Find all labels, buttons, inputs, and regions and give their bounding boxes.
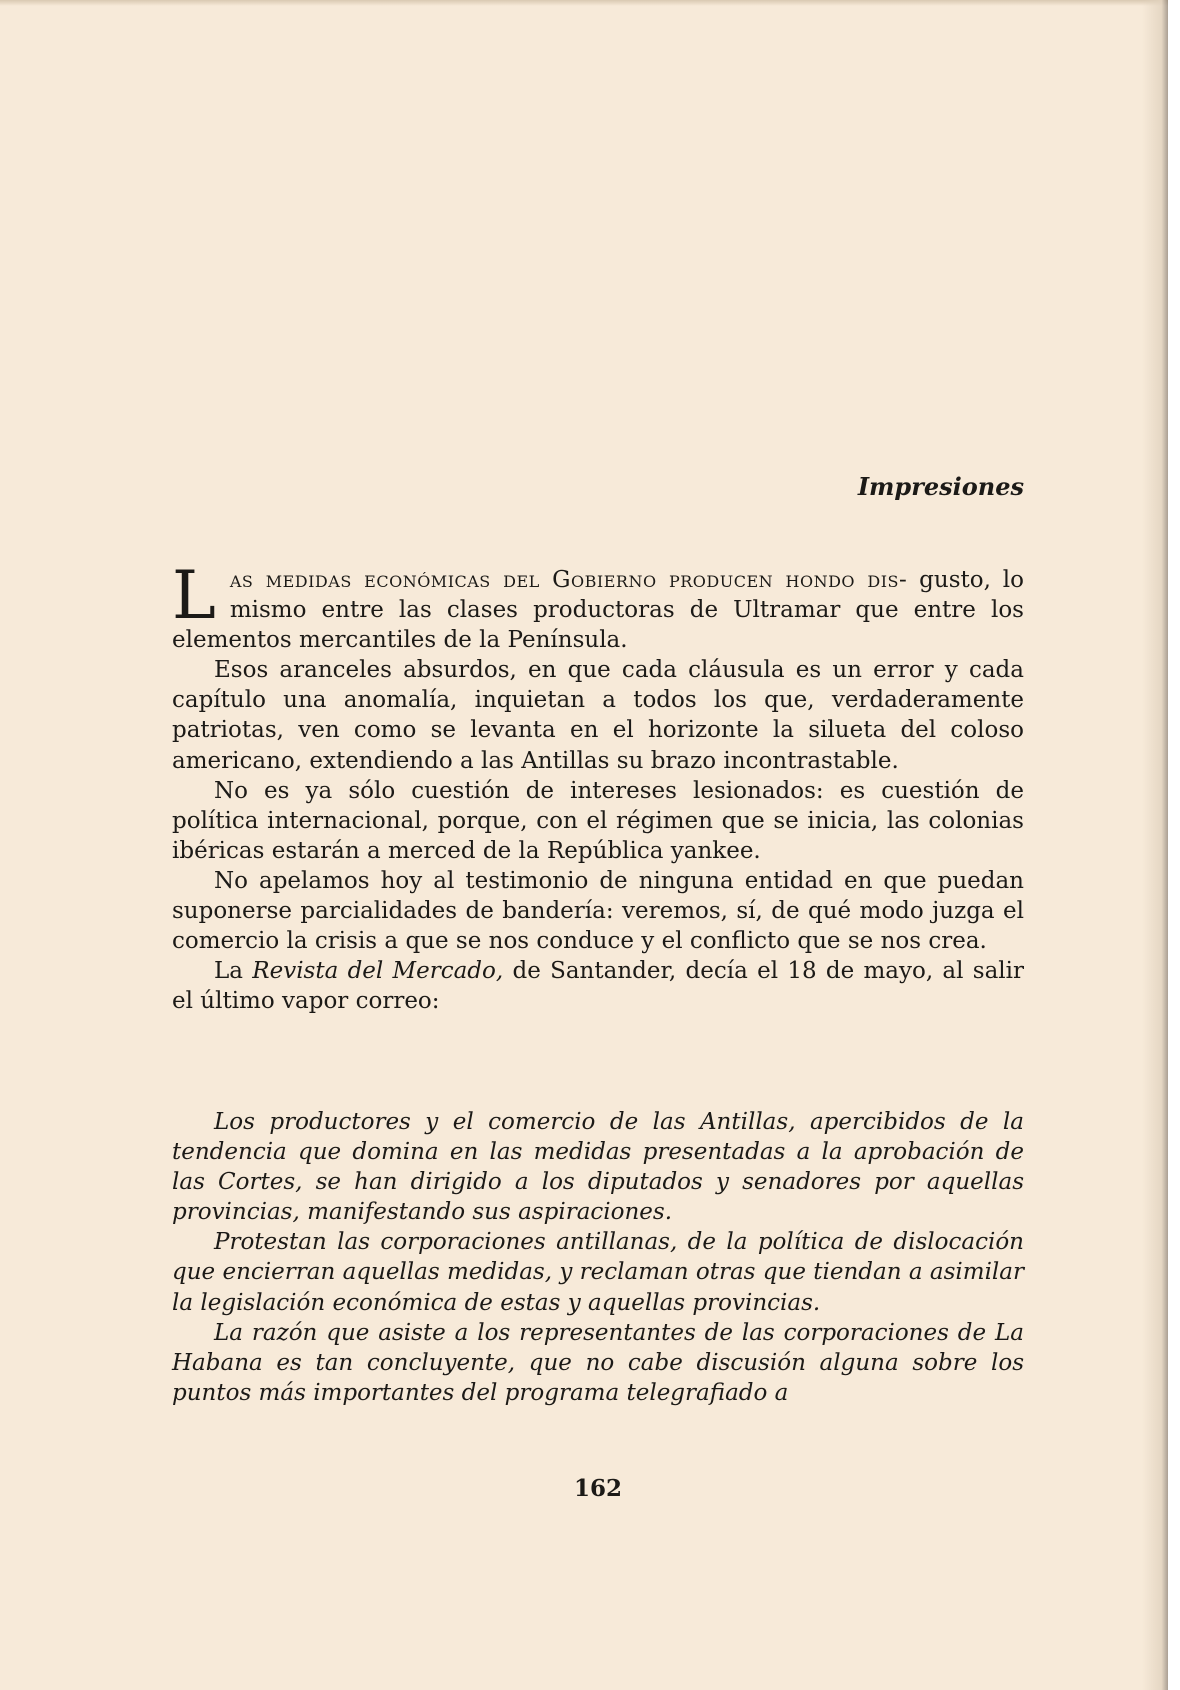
quote-paragraph: Protestan las corporaciones antillanas, de la política de dislocación que encierran aquellas medidas, y reclaman otras que tiendan a asimilar la legislación económica de estas y aquellas provincias. bbox=[172, 1229, 1024, 1316]
page-edge-shadow bbox=[1142, 0, 1168, 1690]
drop-cap: L bbox=[172, 557, 216, 634]
citation-paragraph bbox=[172, 956, 1024, 1016]
body-text bbox=[172, 557, 1024, 1016]
opening-paragraph bbox=[172, 557, 1024, 655]
paragraph: Esos aranceles absurdos, en que cada cláusula es un error y cada capítulo una anomalía, inquietan a todos los que, verdaderamente patriotas, ven como se levanta en el horizonte la silueta del coloso americano, extendiendo a las Antillas su brazo incontrastable. bbox=[172, 657, 1024, 774]
section-title: Impresiones bbox=[857, 472, 1024, 501]
citation-source: Revista del Mercado, bbox=[252, 958, 504, 985]
opening-smallcaps: as medidas económicas del Gobierno producen hondo dis- bbox=[229, 567, 908, 593]
opening-rest: gusto, lo mismo entre las clases productoras de Ultramar que entre los elementos mercantiles de la Península. bbox=[172, 567, 1024, 654]
page-top-edge bbox=[0, 0, 1168, 6]
citation-before: La bbox=[214, 958, 253, 985]
citation-after: de Santander, decía el 18 de mayo, al salir el último vapor correo: bbox=[172, 958, 1024, 1015]
quoted-text bbox=[172, 1107, 1024, 1408]
paragraph: No apelamos hoy al testimonio de ninguna entidad en que puedan suponerse parcialidades de bandería: veremos, sí, de qué modo juzga el comercio la crisis a que se nos conduce y el conflicto que se nos crea. bbox=[172, 867, 1024, 955]
quote-paragraph: La razón que asiste a los representantes de las corporaciones de La Habana es tan concluyente, que no cabe discusión alguna sobre los puntos más importantes del programa telegrafiado a bbox=[172, 1319, 1024, 1406]
quote-paragraph: Los productores y el comercio de las Antillas, apercibidos de la tendencia que domina en las medidas presentadas a la aprobación de las Cortes, se han dirigido a los diputados y senadores por aquellas provincias, manifestando sus aspiraciones. bbox=[172, 1109, 1024, 1226]
paragraph: No es ya sólo cuestión de intereses lesionados: es cuestión de política internacional, porque, con el régimen que se inicia, las colonias ibéricas estarán a merced de la República yankee. bbox=[172, 777, 1024, 864]
page-number: 162 bbox=[573, 1475, 622, 1502]
